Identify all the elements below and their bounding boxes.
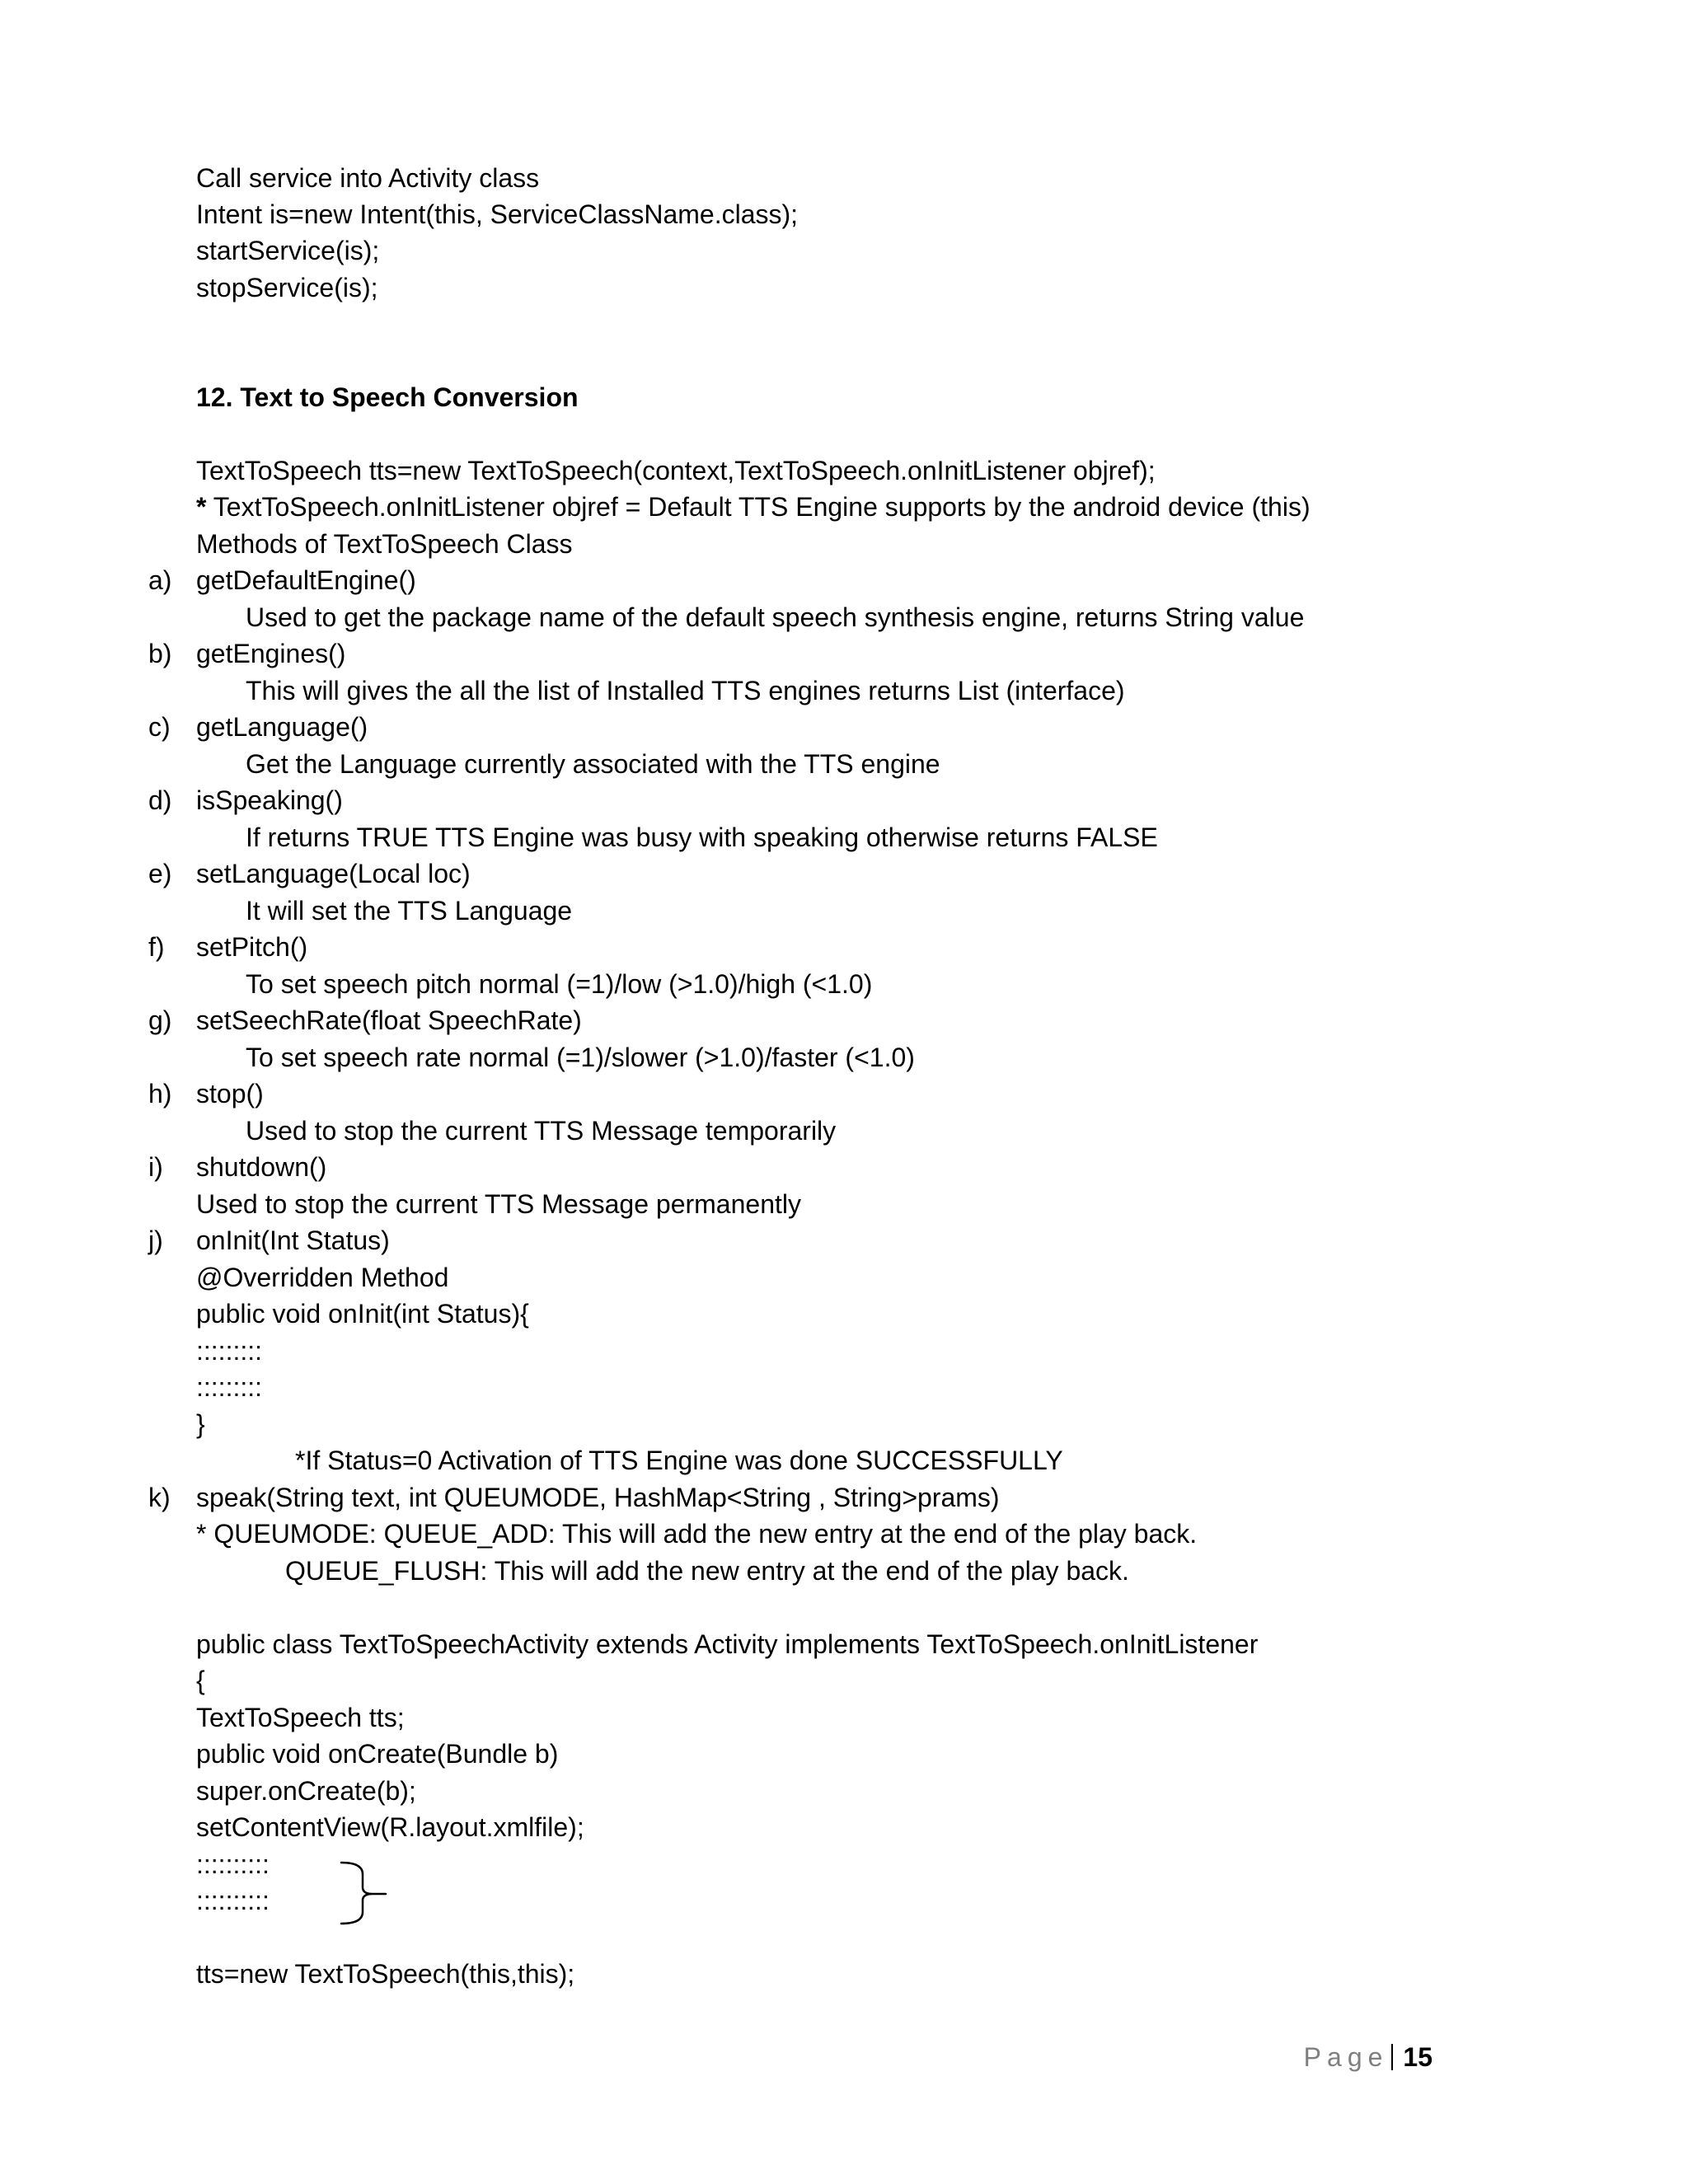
method-name-f: setPitch() [196,932,308,962]
section-heading: 12. Text to Speech Conversion [196,382,579,412]
method-close-j: } [196,1409,205,1439]
methods-title: Methods of TextToSpeech Class [196,529,573,559]
method-note-k-2: QUEUE_FLUSH: This will add the new entry at the end of the play back. [285,1556,1129,1586]
list-marker-b: b) [148,639,172,668]
method-desc-g: To set speech rate normal (=1)/slower (>1.0)/faster (<1.0) [246,1043,915,1072]
list-marker-a: a) [148,565,172,595]
method-desc-e: It will set the TTS Language [246,896,573,926]
note-star: * [196,492,207,522]
method-name-e: setLanguage(Local loc) [196,859,471,888]
code-dots-2: :::::::::: [196,1886,270,1915]
constructor-line: TextToSpeech tts=new TextToSpeech(context,TextToSpeech.onInitListener objref); [196,456,1156,485]
code-line-4: public void onCreate(Bundle b) [196,1739,559,1769]
intro-line-1: Call service into Activity class [196,163,540,193]
code-line-3: TextToSpeech tts; [196,1703,405,1732]
footer-separator [1391,2044,1393,2070]
method-desc-c: Get the Language currently associated with the TTS engine [246,749,940,779]
method-desc-b: This will gives the all the list of Installed TTS engines returns List (interface) [246,676,1125,705]
list-marker-k: k) [148,1483,171,1512]
code-line-2: { [196,1666,205,1695]
method-name-d: isSpeaking() [196,785,343,815]
page-footer [1304,2041,1432,2074]
method-name-b: getEngines() [196,639,346,668]
method-signature-j: public void onInit(int Status){ [196,1299,529,1329]
list-marker-c: c) [148,712,171,742]
note-text: TextToSpeech.onInitListener objref = Default TTS Engine supports by the android device (this) [206,492,1311,522]
list-marker-e: e) [148,859,172,888]
method-desc-f: To set speech pitch normal (=1)/low (>1.0)/high (<1.0) [246,969,873,999]
code-line-5: super.onCreate(b); [196,1776,416,1806]
list-marker-h: h) [148,1079,172,1108]
list-marker-i: i) [148,1152,163,1182]
intro-line-3: startService(is); [196,236,380,265]
method-desc-h: Used to stop the current TTS Message temporarily [246,1116,837,1146]
page-label: Page [1303,2042,1389,2072]
method-name-a: getDefaultEngine() [196,565,416,595]
method-name-g: setSeechRate(float SpeechRate) [196,1005,582,1035]
code-dots-j-1: ::::::::: [196,1336,263,1366]
method-desc-d: If returns TRUE TTS Engine was busy with speaking otherwise returns FALSE [246,823,1158,852]
method-annotation-j: @Overridden Method [196,1263,449,1292]
code-line-1: public class TextToSpeechActivity extends Activity implements TextToSpeech.onInitListener [196,1629,1259,1659]
code-line-7: tts=new TextToSpeech(this,this); [196,1959,575,1989]
method-note-j: *If Status=0 Activation of TTS Engine was done SUCCESSFULLY [295,1446,1063,1475]
method-note-k-1: * QUEUMODE: QUEUE_ADD: This will add the new entry at the end of the play back. [196,1519,1198,1549]
intro-line-4: stopService(is); [196,273,378,302]
method-name-c: getLanguage() [196,712,368,742]
method-name-k: speak(String text, int QUEUMODE, HashMap<String , String>prams) [196,1483,1000,1512]
method-desc-i: Used to stop the current TTS Message permanently [196,1189,801,1219]
list-marker-d: d) [148,785,172,815]
code-dots-1: :::::::::: [196,1849,270,1879]
method-name-h: stop() [196,1079,264,1108]
list-marker-g: g) [148,1005,172,1035]
code-dots-j-2: ::::::::: [196,1372,263,1402]
method-desc-a: Used to get the package name of the default speech synthesis engine, returns String value [246,602,1305,632]
curly-brace-icon [340,1861,389,1927]
list-marker-j: j) [148,1226,163,1255]
intro-line-2: Intent is=new Intent(this, ServiceClassName.class); [196,199,799,229]
list-marker-f: f) [148,932,165,962]
engine-note [196,490,1311,523]
page-number: 15 [1403,2042,1432,2072]
method-name-i: shutdown() [196,1152,327,1182]
method-name-j: onInit(Int Status) [196,1226,390,1255]
code-line-6: setContentView(R.layout.xmlfile); [196,1812,584,1842]
